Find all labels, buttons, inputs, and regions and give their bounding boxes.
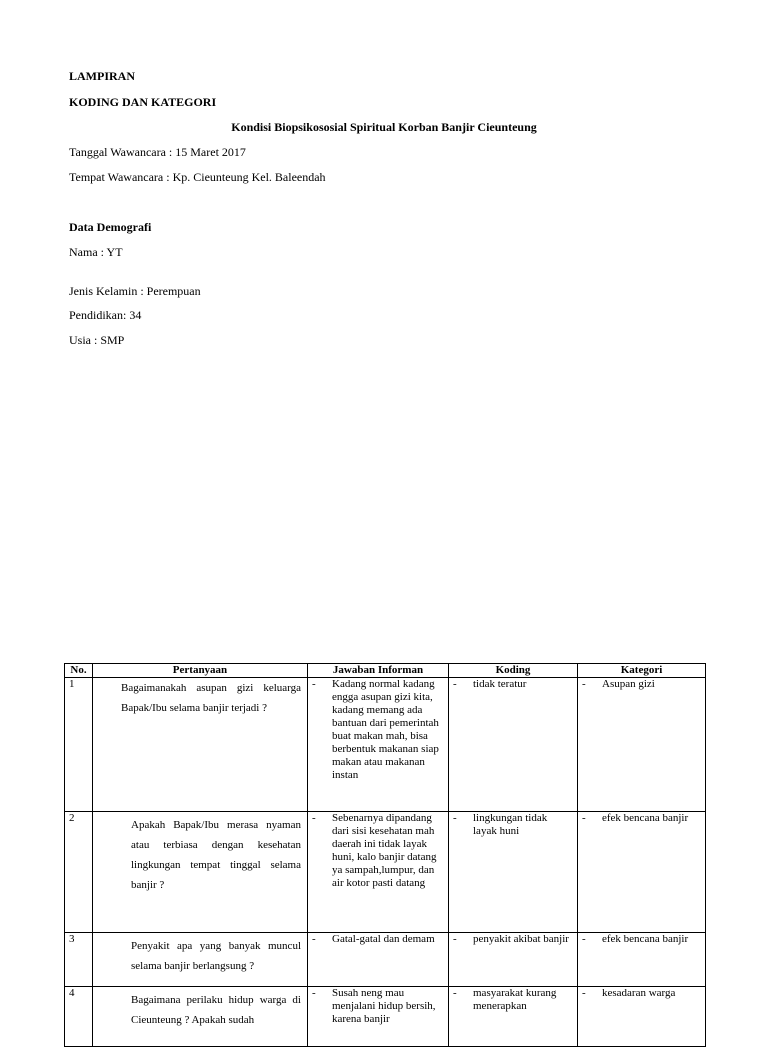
row-number: 4	[65, 987, 93, 1047]
table-row	[65, 933, 706, 987]
category-cell	[578, 812, 706, 933]
category-text: - efek bencana banjir	[578, 933, 703, 946]
category-cell	[578, 987, 706, 1047]
question-cell: Bagaimana perilaku hidup warga di Cieunteung ? Apakah sudah	[93, 987, 308, 1047]
category-cell	[578, 678, 706, 812]
table-header-row	[65, 664, 706, 678]
table-row	[65, 987, 706, 1047]
usia-field: Usia : SMP	[69, 333, 125, 347]
header-jawaban: Jawaban Informan	[308, 664, 449, 678]
coding-text: - masyarakat kurang menerapkan	[449, 987, 575, 1013]
header-kategori: Kategori	[578, 664, 706, 678]
coding-text: - tidak teratur	[449, 678, 575, 691]
row-number: 3	[65, 933, 93, 987]
header-koding: Koding	[449, 664, 578, 678]
coding-cell	[449, 933, 578, 987]
row-number: 2	[65, 812, 93, 933]
document-title: Kondisi Biopsikososial Spiritual Korban Banjir Cieunteung	[231, 120, 537, 134]
coding-cell	[449, 812, 578, 933]
answer-text: - Gatal-gatal dan demam	[308, 933, 446, 946]
question-cell: Bagaimanakah asupan gizi keluarga Bapak/Ibu selama banjir terjadi ?	[93, 678, 308, 812]
answer-text: - Sebenarnya dipandang dari sisi kesehatan mah daerah ini tidak layak huni, kalo banjir datang ya sampah,lumpur, dan air kotor pasti datang	[308, 812, 446, 890]
demografi-heading: Data Demografi	[69, 220, 152, 234]
header-no: No.	[65, 664, 93, 678]
coding-cell	[449, 987, 578, 1047]
category-text: - efek bencana banjir	[578, 812, 703, 825]
category-text: - Asupan gizi	[578, 678, 703, 691]
koding-heading: KODING DAN KATEGORI	[69, 95, 217, 109]
row-number: 1	[65, 678, 93, 812]
table-row	[65, 678, 706, 812]
coding-text: - penyakit akibat banjir	[449, 933, 575, 946]
category-cell	[578, 933, 706, 987]
coding-table	[64, 663, 706, 1047]
lampiran-heading: LAMPIRAN	[69, 69, 135, 83]
answer-text: - Susah neng mau menjalani hidup bersih, karena banjir	[308, 987, 446, 1026]
answer-cell	[308, 678, 449, 812]
category-text: - kesadaran warga	[578, 987, 703, 1000]
coding-text: - lingkungan tidak layak huni	[449, 812, 575, 838]
tempat-wawancara: Tempat Wawancara : Kp. Cieunteung Kel. Baleendah	[69, 170, 326, 184]
coding-cell	[449, 678, 578, 812]
answer-cell	[308, 987, 449, 1047]
pendidikan-field: Pendidikan: 34	[69, 308, 142, 322]
nama-field: Nama : YT	[69, 245, 123, 259]
answer-text: - Kadang normal kadang engga asupan gizi kita, kadang memang ada bantuan dari pemerintah buat makan mah, bisa berbentuk makanan siap makan atau makanan instan	[308, 678, 446, 782]
tanggal-wawancara: Tanggal Wawancara : 15 Maret 2017	[69, 145, 246, 159]
answer-cell	[308, 812, 449, 933]
question-cell: Penyakit apa yang banyak muncul selama banjir berlangsung ?	[93, 933, 308, 987]
jenis-kelamin-field: Jenis Kelamin : Perempuan	[69, 284, 201, 298]
answer-cell	[308, 933, 449, 987]
header-pertanyaan: Pertanyaan	[93, 664, 308, 678]
table-row	[65, 812, 706, 933]
question-cell: Apakah Bapak/Ibu merasa nyaman atau terbiasa dengan kesehatan lingkungan tempat tinggal selama banjir ?	[93, 812, 308, 933]
